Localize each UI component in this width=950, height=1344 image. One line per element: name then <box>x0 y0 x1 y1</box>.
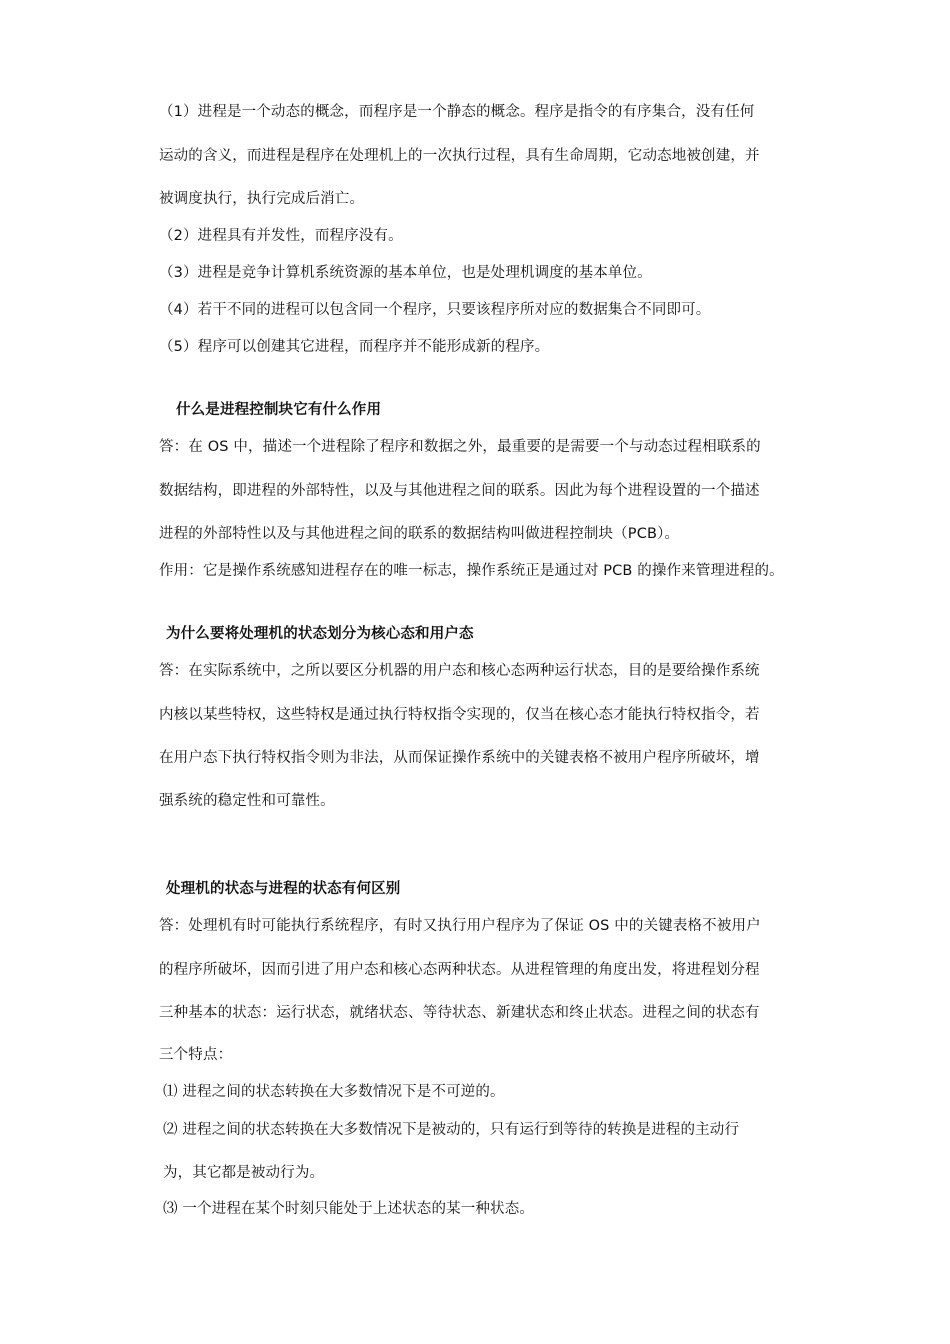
paragraph-line: 三个特点： <box>159 1047 233 1063</box>
list-item: ⑶ 一个进程在某个时刻只能处于上述状态的某一种状态。 <box>163 1201 535 1217</box>
paragraph-line: 进程的外部特性以及与其他进程之间的联系的数据结构叫做进程控制块（PCB）。 <box>159 526 680 542</box>
paragraph-line: 被调度执行，执行完成后消亡。 <box>159 191 365 207</box>
paragraph-line: 数据结构，即进程的外部特性，以及与其他进程之间的联系。因此为每个进程设置的一个描述 <box>159 483 760 499</box>
paragraph-line: 的程序所破坏，因而引进了用户态和核心态两种状态。从进程管理的角度出发，将进程划分程 <box>159 962 760 978</box>
list-item: ⑴ 进程之间的状态转换在大多数情况下是不可逆的。 <box>163 1084 505 1100</box>
paragraph-line: （2）进程具有并发性，而程序没有。 <box>159 228 403 244</box>
paragraph-line: （5）程序可以创建其它进程，而程序并不能形成新的程序。 <box>159 339 550 355</box>
paragraph-line: 答：处理机有时可能执行系统程序，有时又执行用户程序为了保证 OS 中的关键表格不被用户 <box>159 918 761 934</box>
paragraph-line: （4）若干不同的进程可以包含同一个程序，只要该程序所对应的数据集合不同即可。 <box>159 302 711 318</box>
paragraph-line: （3）进程是竞争计算机系统资源的基本单位，也是处理机调度的基本单位。 <box>159 265 652 281</box>
section-heading: 处理机的状态与进程的状态有何区别 <box>166 881 401 897</box>
paragraph-line: 运动的含义，而进程是程序在处理机上的一次执行过程，具有生命周期，它动态地被创建，并 <box>159 148 760 164</box>
paragraph-line: 内核以某些特权，这些特权是通过执行特权指令实现的，仅当在核心态才能执行特权指令，若 <box>159 707 760 723</box>
section-heading: 什么是进程控制块它有什么作用 <box>176 402 382 418</box>
paragraph-line: （1）进程是一个动态的概念，而程序是一个静态的概念。程序是指令的有序集合，没有任何 <box>159 104 755 120</box>
paragraph-line: 三种基本的状态：运行状态，就绪状态、等待状态、新建状态和终止状态。进程之间的状态有 <box>159 1005 760 1021</box>
list-item: ⑵ 进程之间的状态转换在大多数情况下是被动的，只有运行到等待的转换是进程的主动行 <box>163 1122 740 1138</box>
paragraph-line: 答：在 OS 中，描述一个进程除了程序和数据之外，最重要的是需要一个与动态过程相联系的 <box>159 439 761 455</box>
list-item-continuation: 为，其它都是被动行为。 <box>163 1165 325 1181</box>
paragraph-line: 答：在实际系统中，之所以要区分机器的用户态和核心态两种运行状态，目的是要给操作系统 <box>159 663 760 679</box>
paragraph-line: 在用户态下执行特权指令则为非法，从而保证操作系统中的关键表格不被用户程序所破坏，增 <box>159 750 760 766</box>
paragraph-line: 作用：它是操作系统感知进程存在的唯一标志，操作系统正是通过对 PCB 的操作来管理进程的。 <box>159 563 784 579</box>
section-heading: 为什么要将处理机的状态划分为核心态和用户态 <box>166 626 474 642</box>
paragraph-line: 强系统的稳定性和可靠性。 <box>159 793 335 809</box>
